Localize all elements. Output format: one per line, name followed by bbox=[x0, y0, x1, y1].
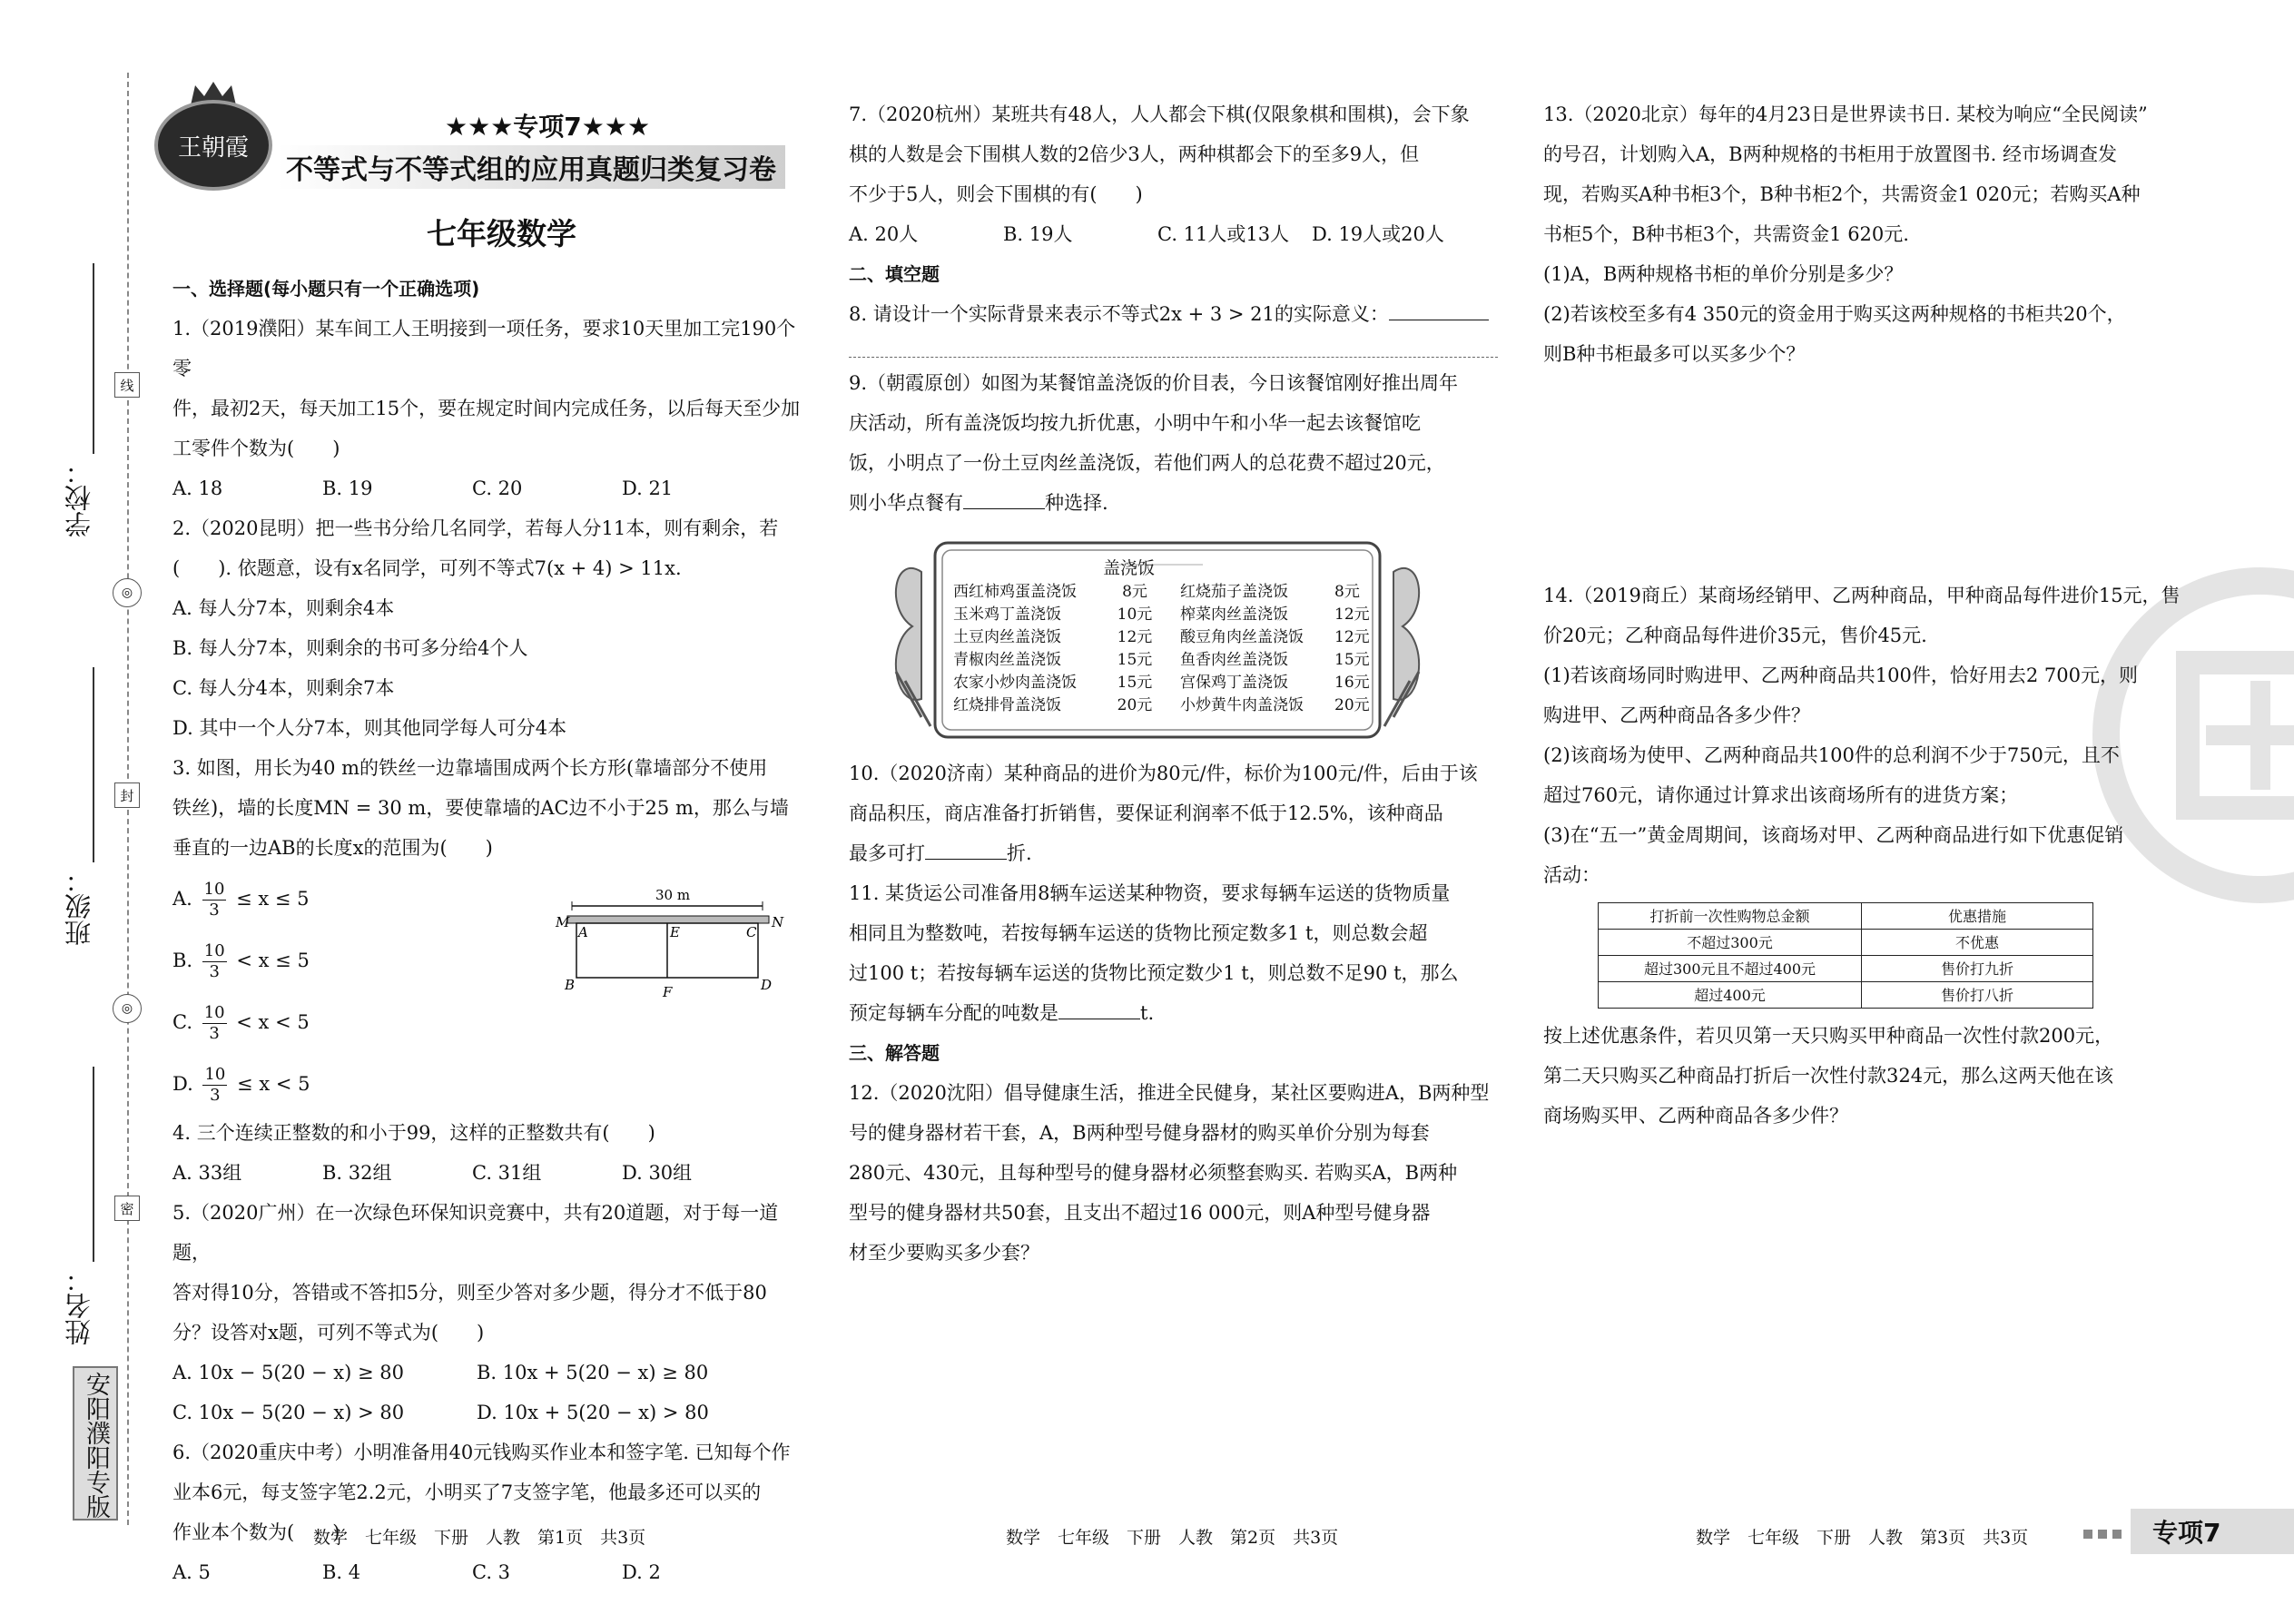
table-cell: 超过300元且不超过400元 bbox=[1599, 956, 1862, 982]
question-text: 第二天只购买乙种商品打折后一次性付款324元，那么这两天他在该 bbox=[1543, 1065, 2114, 1087]
menu-row: 红烧排骨盖浇饭 20元 小炒黄牛肉盖浇饭 20元 bbox=[953, 696, 1370, 714]
footer-page-2: 数学 七年级 下册 人教 第2页 共3页 bbox=[1006, 1528, 1339, 1548]
menu-row: 玉米鸡丁盖浇饭 10元 榨菜肉丝盖浇饭 12元 bbox=[953, 605, 1370, 624]
name-label: 姓名： bbox=[64, 1266, 94, 1345]
svg-text:D: D bbox=[761, 977, 773, 993]
question-text: 过100 t；若按每辆车运送的货物比预定数少1 t，则总数不足90 t，那么 bbox=[849, 962, 1459, 984]
table-cell: 售价打九折 bbox=[1862, 956, 2093, 982]
menu-title: 盖浇饭 bbox=[1103, 558, 1156, 578]
answer-blank[interactable] bbox=[1389, 300, 1489, 320]
option-c[interactable]: C. $\frac{10}{3}$ < x < 5 bbox=[172, 1003, 310, 1043]
decorative-squares bbox=[2083, 1525, 2127, 1542]
option-a[interactable]: A. 33组 bbox=[172, 1162, 242, 1184]
question-text: 分？设答对x题，可列不等式为( ) bbox=[172, 1322, 485, 1343]
option-b[interactable]: B. 32组 bbox=[322, 1162, 392, 1184]
menu-row: 青椒肉丝盖浇饭 15元 鱼香肉丝盖浇饭 15元 bbox=[953, 651, 1370, 669]
question-8 bbox=[849, 294, 1504, 358]
question-10: 10.（2020济南）某种商品的进价为80元/件，标价为100元/件，后由于该 商品积压，商店准备打折销售，要保证利润率不低于12.5%，该种商品 最多可打 折. bbox=[849, 753, 1504, 873]
question-text: 现，若购买A种书柜3个，B种书柜2个，共需资金1 020元；若购买A种 bbox=[1543, 183, 2141, 205]
question-7 bbox=[849, 94, 1504, 254]
option-a[interactable]: A. 10x − 5(20 − x) ≥ 80 bbox=[172, 1362, 404, 1383]
question-text: 则B种书柜最多可以买多少个？ bbox=[1543, 343, 1806, 365]
question-text: 相同且为整数吨，若按每辆车运送的货物比预定数多1 t，则总数会超 bbox=[849, 922, 1428, 944]
question-text: 3. 如图，用长为40 m的铁丝一边靠墙围成两个长方形(靠墙部分不使用 bbox=[172, 757, 768, 779]
cut-mark-seal: 封 bbox=[114, 782, 140, 808]
option-b[interactable]: B. 19 bbox=[322, 477, 373, 499]
question-text: 14.（2019商丘）某商场经销甲、乙两种商品，甲种商品每件进价15元，售 bbox=[1543, 585, 2181, 606]
question-text: 10.（2020济南）某种商品的进价为80元/件，标价为100元/件，后由于该 bbox=[849, 763, 1478, 784]
option-d[interactable]: D. 2 bbox=[622, 1561, 661, 1583]
question-text: (1)A，B两种规格书柜的单价分别是多少？ bbox=[1543, 263, 1904, 285]
svg-text:E: E bbox=[670, 924, 680, 940]
option-c[interactable]: C. 10x − 5(20 − x) > 80 bbox=[172, 1402, 405, 1423]
question-1 bbox=[172, 309, 808, 508]
answer-blank[interactable] bbox=[1058, 999, 1140, 1019]
question-5 bbox=[172, 1193, 808, 1432]
svg-text:B: B bbox=[565, 977, 576, 993]
question-11: 11. 某货运公司准备用8辆车运送某种物资，要求每辆车运送的货物质量 相同且为整数吨，若按每辆车运送的货物比预定数多1 t，则总数会超 过100 t；若按每辆车运送的货物比预定数少1 t，则总数不足90 t，那么 预定每辆车分配的吨数是 t. bbox=[849, 873, 1504, 1033]
footer-page-1: 数学 七年级 下册 人教 第1页 共3页 bbox=[313, 1528, 646, 1548]
question-text: 不少于5人，则会下围棋的有( ) bbox=[849, 183, 1143, 205]
option-d[interactable]: D. 19人或20人 bbox=[1312, 223, 1444, 245]
question-text: 作业本个数为( ) bbox=[172, 1521, 340, 1543]
question-text: 1.（2019濮阳）某车间工人王明接到一项任务，要求10天里加工完190个零 bbox=[172, 318, 796, 379]
table-row bbox=[1599, 930, 2093, 956]
answer-blank[interactable] bbox=[963, 489, 1045, 509]
question-text: 件，最初2天，每天加工15个，要在规定时间内完成任务，以后每天至少加 bbox=[172, 398, 801, 419]
question-text: 庆活动，所有盖浇饭均按九折优惠，小明中午和小华一起去该餐馆吃 bbox=[849, 412, 1421, 434]
menu-row: 农家小炒肉盖浇饭 15元 宫保鸡丁盖浇饭 16元 bbox=[953, 674, 1370, 692]
option-a[interactable]: A. 每人分7本，则剩余4本 bbox=[172, 597, 395, 619]
binding-margin bbox=[0, 0, 136, 1624]
footer-page-3: 数学 七年级 下册 人教 第3页 共3页 bbox=[1696, 1528, 2029, 1548]
question-text: 的号召，计划购入A，B两种规格的书柜用于放置图书. 经市场调查发 bbox=[1543, 143, 2117, 165]
question-text: 书柜5个，B种书柜3个，共需资金1 620元. bbox=[1543, 223, 1909, 245]
question-text: 按上述优惠条件，若贝贝第一天只购买甲种商品一次性付款200元， bbox=[1543, 1025, 2114, 1047]
question-text: 棋的人数是会下围棋人数的2倍少3人，两种棋都会下的至多9人，但 bbox=[849, 143, 1420, 165]
question-text: 购进甲、乙两种商品各多少件？ bbox=[1543, 704, 1810, 726]
question-text: 5.（2020广州）在一次绿色环保知识竞赛中，共有20道题，对于每一道题， bbox=[172, 1202, 779, 1264]
option-c[interactable]: C. 31组 bbox=[472, 1162, 542, 1184]
question-9: 9.（朝霞原创）如图为某餐馆盖浇饭的价目表，今日该餐馆刚好推出周年 庆活动，所有盖浇饭均按九折优惠，小明中午和小华一起去该餐馆吃 饭，小明点了一份土豆肉丝盖浇饭，若他们两人的总花费不超过20元， 则小华点餐有 种选择. 盖浇饭 西红柿鸡蛋盖浇饭 8元 红烧茄子盖浇饭 8元 玉米鸡丁盖浇饭 10元 榨菜肉丝盖浇饭 12元 土豆肉丝盖浇饭 12元 酸豆角肉丝盖浇饭 12元 青椒肉丝盖浇饭 15元 鱼香肉丝盖浇饭 15元 农家小炒肉盖浇饭 15元 宫保鸡丁盖浇饭 16元 红烧排骨盖浇饭 20元 小炒黄牛肉盖浇饭 20元 bbox=[849, 363, 1504, 744]
question-text: 8. 请设计一个实际背景来表示不等式2x + 3 > 21的实际意义： bbox=[849, 303, 1389, 325]
table-row bbox=[1599, 956, 2093, 982]
question-text: 垂直的一边AB的长度x的范围为( ) bbox=[172, 837, 493, 859]
school-field[interactable] bbox=[93, 263, 94, 454]
question-text: 11. 某货运公司准备用8辆车运送某种物资，要求每辆车运送的货物质量 bbox=[849, 882, 1451, 904]
question-12 bbox=[849, 1073, 1504, 1273]
option-c[interactable]: C. 3 bbox=[472, 1561, 511, 1583]
option-d[interactable]: D. 21 bbox=[622, 477, 674, 499]
edition-badge: 安阳濮阳专版 bbox=[73, 1366, 118, 1521]
option-b[interactable]: B. 4 bbox=[322, 1561, 361, 1583]
svg-text:F: F bbox=[663, 984, 673, 1000]
table-header: 打折前一次性购物总金额 bbox=[1599, 903, 1862, 930]
option-d[interactable]: D. 其中一个人分7本，则其他同学每人可分4本 bbox=[172, 717, 567, 739]
logo-text: 王朝霞 bbox=[177, 133, 249, 162]
table-cell: 不优惠 bbox=[1862, 930, 2093, 956]
option-c[interactable]: C. 每人分4本，则剩余7本 bbox=[172, 677, 395, 699]
question-text: 答对得10分，答错或不答扣5分，则至少答对多少题，得分才不低于80 bbox=[172, 1282, 767, 1304]
table-header: 优惠措施 bbox=[1862, 903, 2093, 930]
question-text: 材至少要购买多少套？ bbox=[849, 1242, 1039, 1264]
discount-table bbox=[1598, 902, 2093, 1009]
question-text: (1)若该商场同时购进甲、乙两种商品共100件，恰好用去2 700元，则 bbox=[1543, 664, 2138, 686]
question-6 bbox=[172, 1432, 808, 1592]
question-text: 280元、430元，且每种型号的健身器材必须整套购买. 若购买A，B两种 bbox=[849, 1162, 1458, 1184]
option-a[interactable]: A. $\frac{10}{3}$ ≤ x ≤ 5 bbox=[172, 880, 310, 920]
publisher-logo bbox=[154, 100, 272, 191]
question-text: 业本6元，每支签字笔2.2元，小明买了7支签字笔，他最多还可以买的 bbox=[172, 1481, 762, 1503]
subject-title: 七年级数学 bbox=[427, 216, 576, 251]
question-text: (2)若该校至多有4 350元的资金用于购买这两种规格的书柜共20个， bbox=[1543, 303, 2126, 325]
figure-length: 30 m bbox=[655, 887, 691, 903]
svg-text:N: N bbox=[772, 914, 784, 930]
section-heading: 一、选择题(每小题只有一个正确选项) bbox=[172, 278, 480, 300]
hole-icon: ◎ bbox=[113, 994, 142, 1023]
question-text: 号的健身器材若干套，A，B两种型号健身器材的购买单价分别为每套 bbox=[849, 1122, 1430, 1144]
question-2 bbox=[172, 508, 808, 748]
menu-board bbox=[885, 536, 1430, 744]
question-text: ( ). 依题意，设有x名同学，可列不等式7(x + 4) > 11x. bbox=[172, 557, 682, 579]
hole-icon: ◎ bbox=[113, 578, 142, 607]
question-13 bbox=[1543, 94, 2206, 374]
question-text: 活动： bbox=[1543, 864, 1600, 886]
option-a[interactable]: A. 18 bbox=[172, 477, 223, 499]
column-2 bbox=[849, 94, 1504, 1273]
question-text: (3)在“五一”黄金周期间，该商场对甲、乙两种商品进行如下优惠促销 bbox=[1543, 824, 2124, 846]
question-text: 型号的健身器材共50套，且支出不超过16 000元，则A种型号健身器 bbox=[849, 1202, 1431, 1224]
question-text: 9.（朝霞原创）如图为某餐馆盖浇饭的价目表，今日该餐馆刚好推出周年 bbox=[849, 372, 1459, 394]
column-3 bbox=[1543, 94, 2206, 1136]
question-text: 商场购买甲、乙两种商品各多少件？ bbox=[1543, 1105, 1848, 1127]
paper-title: 不等式与不等式组的应用真题归类复习卷 bbox=[277, 145, 785, 189]
series-label: ★★★专项7★★★ bbox=[445, 112, 651, 142]
question-text: 工零件个数为( ) bbox=[172, 438, 340, 459]
menu-row: 土豆肉丝盖浇饭 12元 酸豆角肉丝盖浇饭 12元 bbox=[953, 628, 1370, 646]
question-text: 2.（2020昆明）把一些书分给几名同学，若每人分11本，则有剩余，若 bbox=[172, 517, 779, 539]
question-text: 超过760元，请你通过计算求出该商场所有的进货方案； bbox=[1543, 784, 2019, 806]
topic-tag: 专项7 bbox=[2131, 1509, 2294, 1554]
question-text: 铁丝)，墙的长度MN = 30 m，要使靠墙的AC边不小于25 m，那么与墙 bbox=[172, 797, 789, 819]
answer-blank[interactable] bbox=[925, 840, 1007, 860]
section-heading: 三、解答题 bbox=[849, 1042, 940, 1064]
answer-line[interactable] bbox=[849, 334, 1498, 358]
table-row bbox=[1599, 982, 2093, 1009]
option-c[interactable]: C. 20 bbox=[472, 477, 523, 499]
answer-space[interactable] bbox=[1543, 374, 2206, 576]
svg-text:C: C bbox=[746, 924, 757, 940]
option-d[interactable]: D. $\frac{10}{3}$ ≤ x < 5 bbox=[172, 1065, 310, 1105]
option-a[interactable]: A. 5 bbox=[172, 1561, 211, 1583]
menu-row: 西红柿鸡蛋盖浇饭 8元 红烧茄子盖浇饭 8元 bbox=[953, 583, 1360, 601]
school-label: 学校： bbox=[64, 458, 94, 537]
table-cell: 不超过300元 bbox=[1599, 930, 1862, 956]
question-4 bbox=[172, 1113, 808, 1193]
option-b[interactable]: B. 10x + 5(20 − x) ≥ 80 bbox=[477, 1362, 709, 1383]
menu-list bbox=[953, 581, 1371, 717]
question-14 bbox=[1543, 576, 2206, 1136]
table-cell: 超过400元 bbox=[1599, 982, 1862, 1009]
class-field[interactable] bbox=[93, 667, 94, 862]
option-b[interactable]: B. 19人 bbox=[1003, 223, 1073, 245]
question-text: (2)该商场为使甲、乙两种商品共100件的总利润不少于750元，且不 bbox=[1543, 744, 2120, 766]
question-text: 商品积压，商店准备打折销售，要保证利润率不低于12.5%，该种商品 bbox=[849, 802, 1443, 824]
option-a[interactable]: A. 20人 bbox=[849, 223, 919, 245]
class-label: 班级： bbox=[64, 867, 94, 946]
name-field[interactable] bbox=[93, 1067, 94, 1262]
question-text: 12.（2020沈阳）倡导健康生活，推进全民健身，某社区要购进A，B两种型 bbox=[849, 1082, 1490, 1104]
cut-mark-line: 线 bbox=[114, 372, 140, 398]
question-3 bbox=[172, 748, 808, 1113]
question-text: 饭，小明点了一份土豆肉丝盖浇饭，若他们两人的总花费不超过20元， bbox=[849, 452, 1445, 474]
svg-text:M: M bbox=[556, 914, 570, 930]
question-text: 4. 三个连续正整数的和小于99，这样的正整数共有( ) bbox=[172, 1122, 655, 1144]
option-b[interactable]: B. 每人分7本，则剩余的书可多分给4个人 bbox=[172, 637, 528, 659]
option-d[interactable]: D. 30组 bbox=[622, 1162, 693, 1184]
table-cell: 售价打八折 bbox=[1862, 982, 2093, 1009]
svg-text:A: A bbox=[578, 924, 588, 940]
question-text: 7.（2020杭州）某班共有48人，人人都会下棋(仅限象棋和围棋)，会下象 bbox=[849, 103, 1470, 125]
question-text: 13.（2020北京）每年的4月23日是世界读书日. 某校为响应“全民阅读” bbox=[1543, 103, 2148, 125]
wall-rectangle-figure bbox=[554, 886, 799, 1004]
question-text: 6.（2020重庆中考）小明准备用40元钱购买作业本和签字笔. 已知每个作 bbox=[172, 1442, 791, 1463]
option-b[interactable]: B. $\frac{10}{3}$ < x ≤ 5 bbox=[172, 941, 310, 981]
option-d[interactable]: D. 10x + 5(20 − x) > 80 bbox=[477, 1402, 709, 1423]
section-heading: 二、填空题 bbox=[849, 263, 940, 285]
cut-mark-secret: 密 bbox=[114, 1196, 140, 1221]
option-c[interactable]: C. 11人或13人 bbox=[1157, 223, 1290, 245]
table-header-row bbox=[1599, 903, 2093, 930]
question-text: 价20元；乙种商品每件进价35元，售价45元. bbox=[1543, 625, 1927, 646]
column-1 bbox=[172, 269, 808, 1592]
